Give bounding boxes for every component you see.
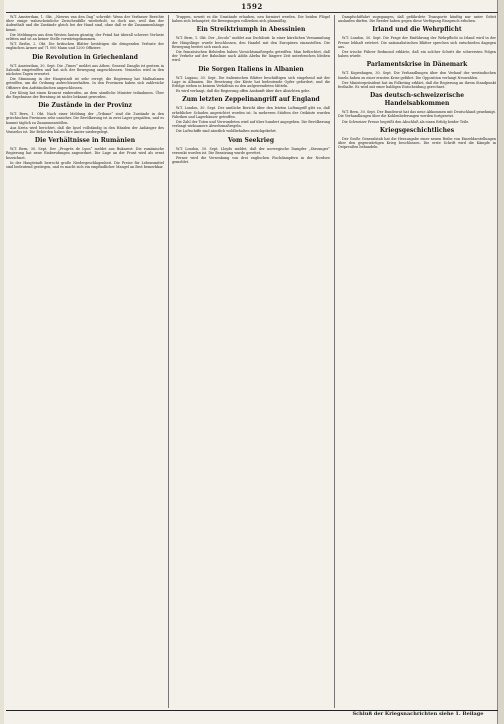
article-body — [6, 112, 164, 134]
column-3 — [338, 15, 496, 708]
column-text: Truppen, soweit es die Umstände erlauben, neu formiert werden. Die beiden Flügel haben sich behauptet; die Bewegungen vollziehen sich planmäßig. — [172, 15, 330, 24]
article-paragraph: Die Schweizer Presse begrüßt den Abschluß als einen Erfolg beider Teile. — [342, 119, 470, 124]
article-paragraph: Die Zahl der Toten und Verwundeten wird auf über hundert angegeben. Die Bevölkerung verlangt wirksamere Abwehrmaßregeln. — [172, 120, 330, 129]
column-2 — [172, 15, 330, 708]
article-headline: Parlamentskrise in Dänemark — [366, 61, 468, 69]
article-body — [172, 36, 330, 62]
article — [172, 96, 330, 133]
article-paragraph: In der Hauptstadt herrscht große Niedergeschlagenheit. Die Preise für Lebensmittel sind bedeutend gestiegen, und es macht sich ein empfindlicher Mangel an Brot bemerkbar. — [6, 160, 164, 170]
article-paragraph: Aus Kreta wird berichtet, daß die Insel vollständig in den Händen der Anhänger des Venizelos ist. Die Behörden haben ihre Ämter niedergelegt. — [6, 125, 164, 135]
article-headline: Vom Seekrieg — [227, 136, 275, 144]
article-body — [338, 110, 496, 124]
column-divider — [334, 15, 335, 708]
article-headline: Die Revolution in Griechenland — [32, 53, 138, 61]
column-text: W.T. Berlin, 2. Okt. Die britischen Blätter bestätigen die dringenden Verluste der englischen Armee auf 71 000 Mann und 1200 Offiziere. — [6, 42, 164, 51]
article-paragraph: W.T. Amsterdam, 30. Sept. Die „Times“ meldet aus Athen: General Danglis ist gestern in Saloniki eingetroffen und hat sich der Bewegung angeschlossen. Venizelos wird in den nächsten Tagen erwartet. — [6, 63, 164, 77]
continuation-note: Schluß der Kriegsnachrichten siehe 1. Beilage — [352, 711, 484, 717]
article-body — [6, 147, 164, 169]
article-paragraph: Ferner wird die Versenkung von drei englischen Fischdampfern in der Nordsee gemeldet. — [172, 156, 330, 165]
article — [172, 137, 330, 165]
article-paragraph: W.T. London, 30. Sept. Lloyds meldet, daß der norwegische Dampfer „Stavanger“ versenkt worden ist. Die Besatzung wurde gerettet. — [172, 146, 330, 155]
article — [6, 137, 164, 169]
article-headline: Die Sorgen Italiens in Albanien — [198, 65, 304, 73]
page-left-margin — [0, 0, 4, 724]
article-paragraph: Die französischen Behörden haben Vorsichtsmaßregeln getroffen. Man befürchtet, daß der Verkehr auf der Bahnlinie nach Addis Abeba für längere Zeit unterbrochen bleiben wird. — [172, 50, 330, 63]
article-headline: Die Zustände in der Provinz — [38, 102, 132, 110]
article — [338, 92, 496, 124]
header-rule — [6, 12, 498, 13]
article-body — [172, 147, 330, 165]
column-1 — [6, 15, 164, 708]
article-headline: Kriegsgeschichtliches — [379, 126, 455, 134]
article-paragraph: W.T. Bern, 30. Sept. Der Bundesrat hat das neue Abkommen mit Deutschland genehmigt. Die Verhandlungen über die Kohlenlieferungen werden fortgesetzt. — [338, 110, 496, 119]
article-body — [172, 106, 330, 133]
article-paragraph: Es wird verlangt, daß die Regierung offen Auskunft über ihre Absichten gebe. — [176, 89, 311, 94]
article-paragraph: W.T. London, 30. Sept. Die Frage der Einführung der Wehrpflicht in Irland wird in der Presse lebhaft erörtert. Die nationalistischen Blätter sprechen sich entschieden dagegen aus. — [338, 36, 496, 49]
article — [172, 26, 330, 62]
article-paragraph: W.T. Bern, 30. Sept. Der „Progrès de Lyon“ meldet aus Bukarest: Die rumänische Regierung hat neue Einberufungen angeordnet. Die Lage an der Front wird als ernst bezeichnet. — [6, 147, 164, 160]
article-paragraph: W.T. Kopenhagen, 30. Sept. Die Verhandlungen über den Verkauf der westindischen Inseln haben zu einer ernsten Krise geführt. Die Opposition verlangt Neuwahlen. — [338, 71, 496, 80]
article-body — [6, 64, 164, 100]
article-paragraph: Die Stimmung in der Hauptstadt ist sehr erregt; die Regierung hat Maßnahmen getroffen, um die Ordnung aufrechtzuerhalten. In den Provinzen haben sich zahlreiche Offiziere den Aufständischen angeschlossen. — [6, 77, 164, 90]
article-body — [338, 71, 496, 89]
article-paragraph: W.T. Bern, 1. Okt. Der „Secolo“ meldet aus Dschibuti: In einer kürzlichen Versammlung der Häuptlinge wurde beschlossen, den Handel mit den Europäern einzustellen. Die Bewegung breitet sich rasch aus. — [172, 36, 330, 49]
column-text: Die Meldungen aus dem Westen lauten günstig; der Feind hat überall schwere Verluste erlitten und ist an keiner Stelle vorwärtsgekommen. — [6, 32, 164, 42]
newspaper-page — [6, 0, 498, 724]
article-paragraph: W.T. Lugano, 30. Sept. Die italienischen Blätter beschäftigen sich eingehend mit der Lage in Albanien. Die Besetzung der Küste hat bedeutende Opfer gefordert, und die Erfolge stehen in keinem Verhältnis zu den aufgewendeten Mitteln. — [172, 75, 330, 89]
article-paragraph: W.T. Bern, 1. Okt. Nach einer Meldung der „Tribune“ sind die Zustände in den griechischen Provinzen sehr unsicher. Die Bevölkerung ist in zwei Lager gespalten, und es kommt täglich zu Zusammenstößen. — [6, 112, 164, 125]
article-body — [172, 76, 330, 94]
article — [338, 26, 496, 58]
article-paragraph: Die Luftschiffe sind sämtlich wohlbehalten zurückgekehrt. — [176, 129, 277, 134]
article — [172, 66, 330, 94]
article-headline: Zum letzten Zeppelinangriff auf England — [182, 96, 320, 104]
article-body — [338, 137, 496, 150]
column-divider — [168, 15, 169, 708]
article-headline: Die Verhältnisse in Rumänien — [34, 137, 136, 145]
column-text: Dampfschiffahrt zugegangen, daß gefährdete Transporte künftig nur unter Geleit auslaufen dürfen. Die Reeder haben gegen diese Verfügung Einspruch erhoben. — [338, 15, 496, 24]
article — [338, 61, 496, 89]
article-headline: Das deutsch-schweizerische Handelsabkommen — [369, 92, 465, 108]
article-paragraph: Der Ministerpräsident hat im Folketing erklärt, daß die Regierung an ihrem Standpunkt festhalte. Es wird mit einer baldigen Entscheidung gerechnet. — [338, 80, 496, 90]
article-paragraph: Der König hat einen Kronrat einberufen, an dem sämtliche Minister teilnahmen. Über die Ergebnisse der Beratung ist nichts bekannt geworden. — [6, 90, 164, 100]
article-paragraph: Der Große Generalstab hat die Herausgabe einer neuen Reihe von Einzeldarstellungen über den gegenwärtigen Krieg beschlossen. Die erste Schrift wird die Kämpfe in Ostpreußen behandeln. — [338, 136, 496, 150]
article-paragraph: Der irische Führer Redmond erklärte, daß ein solcher Schritt die schwersten Folgen haben würde. — [338, 50, 496, 59]
page-binding-edge — [497, 0, 504, 724]
article-headline: Irland und die Wehrpflicht — [372, 26, 462, 34]
article — [6, 54, 164, 100]
article-paragraph: W.T. London, 30. Sept. Der amtliche Bericht über den letzten Luftangriff gibt zu, daß erheblicher Schaden angerichtet worden ist. In mehreren Städten der Ostküste wurden Fabriken und Lagerhäuser getroffen. — [172, 106, 330, 119]
article — [338, 127, 496, 150]
page-number: 1592 — [241, 2, 263, 11]
column-text: W.T. Amsterdam, 1. Okt. „Nieuws van den Dag“ schreibt: Wenn der Verfasser Berichte über einige wahrscheinliche Zwischenfälle wiederholt, so doch nur, weil ihm der Aufenthalt und die Zustände gleich bei der Hand sind, ohne daß er die Zusammenhänge kennt. — [6, 15, 164, 32]
article-body — [338, 36, 496, 58]
article-headline: Ein Streiktriumph in Abessinien — [196, 26, 306, 34]
article — [6, 102, 164, 134]
